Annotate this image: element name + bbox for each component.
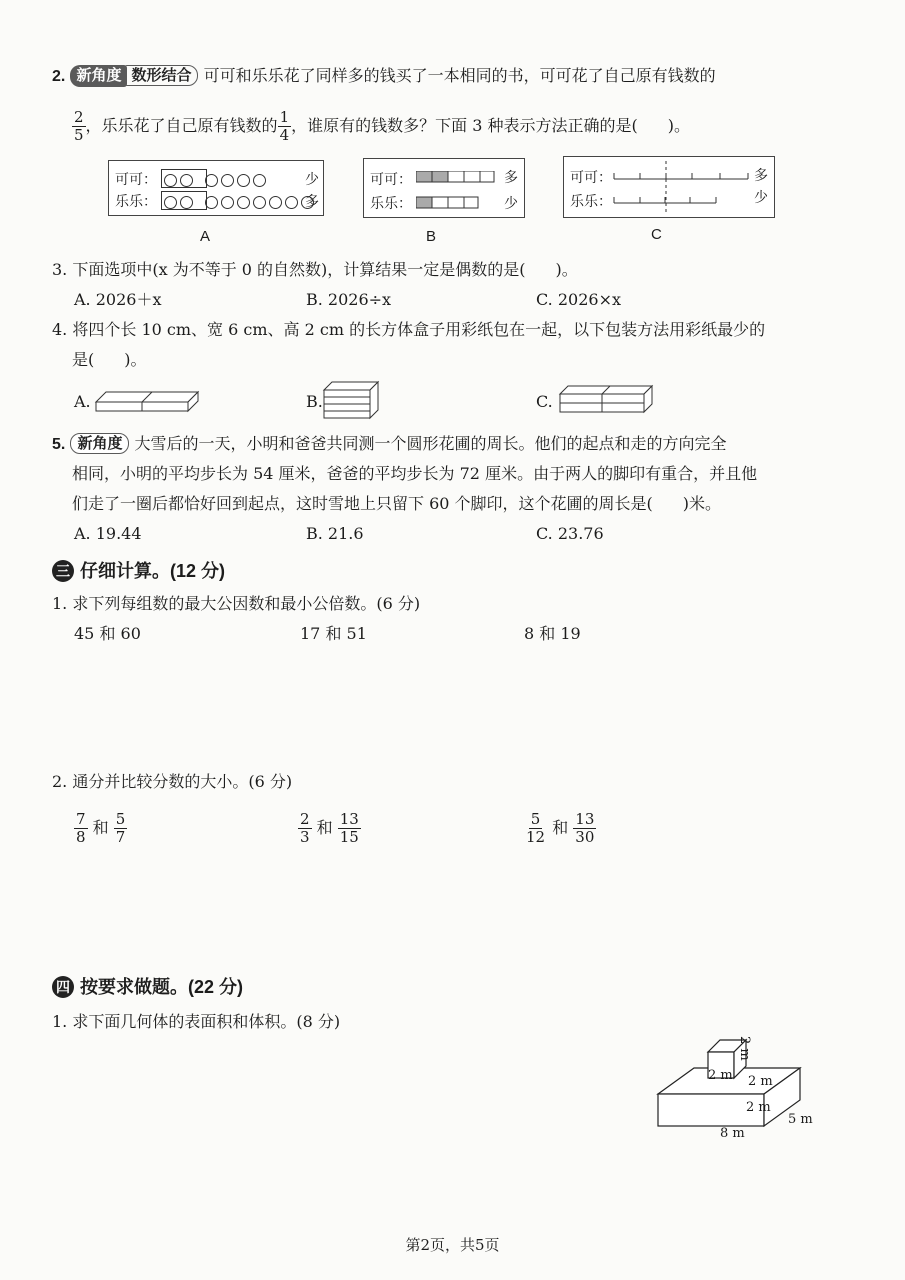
- diagram-a-row1-tail: 少: [305, 172, 319, 188]
- dim-big-height: 2 m: [746, 1100, 771, 1115]
- diagram-a-label: A: [200, 228, 211, 245]
- diagram-a-row1-name: 可可：: [115, 172, 157, 188]
- dim-small-depth: 2 m: [748, 1074, 773, 1089]
- q4-option-a: A.: [74, 392, 91, 411]
- q4-option-b: B.: [306, 392, 323, 411]
- q4-text2: 是( )。: [72, 350, 147, 369]
- dim-small-width: 2 m: [708, 1068, 733, 1083]
- q4-option-c-boxes: [558, 384, 656, 414]
- s3-pair-2: 17 和 51: [300, 624, 367, 643]
- diagram-a-circles-1: [164, 171, 269, 190]
- diagram-b-bars: [416, 171, 496, 213]
- q2-frac2: $\frac{1}{4}$: [279, 108, 290, 144]
- q2-frac1: $\frac{2}{5}$: [74, 108, 84, 144]
- q2-number: 2.: [52, 68, 66, 85]
- diagram-b-label: B: [426, 228, 437, 245]
- q3-option-a: A. 2026＋x: [74, 290, 162, 309]
- q5-line1: 5. 新角度 大雪后的一天，小明和爸爸共同测一个圆形花圃的周长。他们的起点和走的方向完全: [52, 434, 727, 453]
- diagram-c-label: C: [651, 226, 662, 243]
- shape-number-tag: 数形结合: [124, 65, 198, 86]
- q5-line2: 相同，小明的平均步长为 54 厘米，爸爸的平均步长为 72 厘米。由于两人的脚印有重合，并且他: [72, 464, 758, 483]
- diagram-b-row2-tail: 少: [504, 196, 518, 212]
- q2-text2: ，乐乐花了自己原有钱数的: [85, 116, 278, 135]
- s3-frac-group-3: $\frac{5}{12}$ 和 $\frac{13}{30}$: [526, 810, 595, 846]
- q3-option-b: B. 2026÷x: [306, 290, 392, 309]
- diagram-a-row2-name: 乐乐：: [115, 194, 157, 210]
- dim-small-height: 2 m: [737, 1036, 752, 1061]
- q4-option-c: C.: [536, 392, 553, 411]
- s4-q1-text: 1. 求下面几何体的表面积和体积。(8 分): [52, 1012, 341, 1031]
- q2-text3: ，谁原有的钱数多？下面 3 种表示方法正确的是(: [291, 116, 638, 135]
- q3-text: 3. 下面选项中(x 为不等于 0 的自然数)，计算结果一定是偶数的是( )。: [52, 260, 578, 279]
- q2-text1: 可可和乐乐花了同样多的钱买了一本相同的书，可可花了自己原有钱数的: [203, 66, 716, 85]
- s3-frac-group-1: $\frac{7}{8}$ 和 $\frac{5}{7}$: [76, 810, 126, 846]
- q2-line2: $\frac{2}{5}$ ，乐乐花了自己原有钱数的 $\frac{1}{4}$ ，谁原有的钱数多？下面 3 种表示方法正确的是( )。: [74, 108, 690, 144]
- dim-big-length: 8 m: [720, 1126, 745, 1141]
- diagram-a-circles-2: [164, 193, 317, 212]
- q5-option-c: C. 23.76: [536, 524, 604, 543]
- s3-frac-group-2: $\frac{2}{3}$ 和 $\frac{13}{15}$: [300, 810, 359, 846]
- diagram-b-row2-name: 乐乐：: [370, 196, 412, 212]
- s3-pair-3: 8 和 19: [524, 624, 581, 643]
- q4-option-a-boxes: [94, 388, 200, 416]
- q5-option-b: B. 21.6: [306, 524, 364, 543]
- diagram-a-row2-tail: 多: [305, 194, 319, 210]
- q2-line1: [52, 64, 716, 89]
- section4-title: 四 按要求做题。(22 分): [52, 974, 243, 1000]
- dim-big-depth: 5 m: [788, 1112, 813, 1127]
- s3-q1-text: 1. 求下列每组数的最大公因数和最小公倍数。(6 分): [52, 594, 421, 613]
- diagram-b-row1-tail: 多: [504, 170, 518, 186]
- diagram-a: [108, 160, 324, 216]
- page-footer: 第2页，共5页: [405, 1236, 500, 1254]
- section3-title: 三 仔细计算。(12 分): [52, 558, 225, 584]
- q5-option-a: A. 19.44: [74, 524, 142, 543]
- diagram-b-row1-name: 可可：: [370, 172, 412, 188]
- q4-text1: 4. 将四个长 10 cm、宽 6 cm、高 2 cm 的长方体盒子用彩纸包在一起，以下包装方法用彩纸最少的: [52, 320, 766, 339]
- q5-line3: 们走了一圈后都恰好回到起点，这时雪地上只留下 60 个脚印，这个花圃的周长是( )米。: [72, 494, 722, 513]
- new-angle-tag: 新角度: [70, 65, 127, 87]
- diagram-c-row2-name: 乐乐：: [570, 194, 612, 210]
- section4-badge: 四: [52, 976, 74, 998]
- new-angle-tag-q5: 新角度: [70, 433, 129, 454]
- q4-option-b-boxes: [322, 380, 382, 420]
- diagram-c-row1-name: 可可：: [570, 170, 612, 186]
- section3-badge: 三: [52, 560, 74, 582]
- diagram-c-row1-tail: 多: [754, 168, 768, 184]
- s3-pair-1: 45 和 60: [74, 624, 141, 643]
- q3-option-c: C. 2026×x: [536, 290, 621, 309]
- diagram-b: [363, 158, 525, 218]
- diagram-c: [563, 156, 775, 218]
- diagram-c-segments: [612, 161, 754, 215]
- diagram-c-row2-tail: 少: [754, 190, 768, 206]
- s3-q2-text: 2. 通分并比较分数的大小。(6 分): [52, 772, 293, 791]
